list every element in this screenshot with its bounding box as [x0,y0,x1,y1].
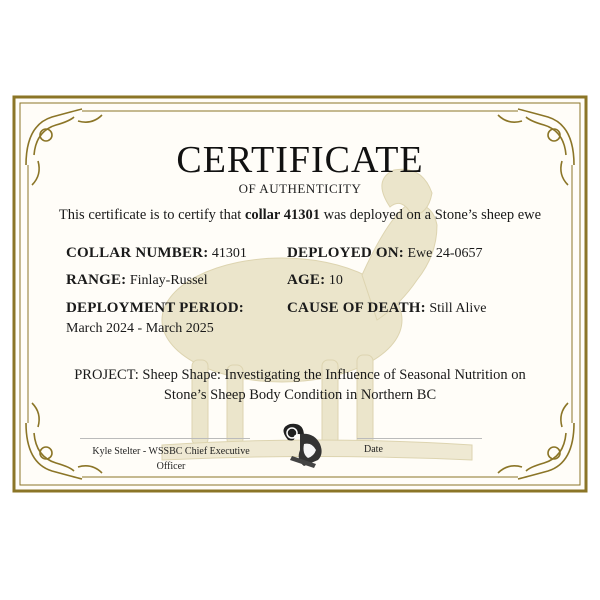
range-label: RANGE: [66,272,127,288]
cause-of-death-value: Still Alive [429,301,487,316]
date-label: Date [364,444,383,455]
ram-head-logo-icon [274,420,328,470]
intro-statement [12,207,588,224]
signer-line-1: Kyle Stelter - WSSBC Chief Executive [92,446,250,457]
collar-number-label: COLLAR NUMBER: [66,245,209,261]
signature-line [80,438,250,439]
collar-number-field [66,245,247,262]
cause-of-death-label: CAUSE OF DEATH: [287,300,426,316]
project-description [52,365,548,405]
intro-collar: collar 41301 [244,207,320,223]
date-line [357,438,482,439]
collar-number-value: 41301 [211,246,247,261]
age-value: 10 [328,273,343,288]
certificate [12,95,588,493]
intro-suffix: was deployed on a Stone’s sheep ewe [319,207,542,223]
range-field [66,272,208,289]
signer-name [78,444,264,474]
certificate-subtitle: OF AUTHENTICITY [238,181,362,196]
age-field [287,272,343,289]
intro-prefix: This certificate is to certify that [58,207,245,223]
project-line-2: Stone’s Sheep Body Condition in Northern BC [163,387,437,403]
deployment-period-field [66,300,244,317]
deployment-period-label: DEPLOYMENT PERIOD: [66,300,244,316]
age-label: AGE: [287,272,326,288]
deployed-on-value: Ewe 24-0657 [407,246,483,261]
ornate-corner-icon [498,403,574,479]
deployed-on-label: DEPLOYED ON: [287,245,404,261]
range-value: Finlay-Russel [129,273,208,288]
project-line-1: PROJECT: Sheep Shape: Investigating the Influence of Seasonal Nutrition on [74,367,526,383]
deployment-period-value: March 2024 - March 2025 [66,321,214,336]
signer-line-2: Officer [156,461,186,472]
certificate-title: CERTIFICATE [176,139,424,181]
cause-of-death-field [287,300,487,317]
deployed-on-field [287,245,483,262]
